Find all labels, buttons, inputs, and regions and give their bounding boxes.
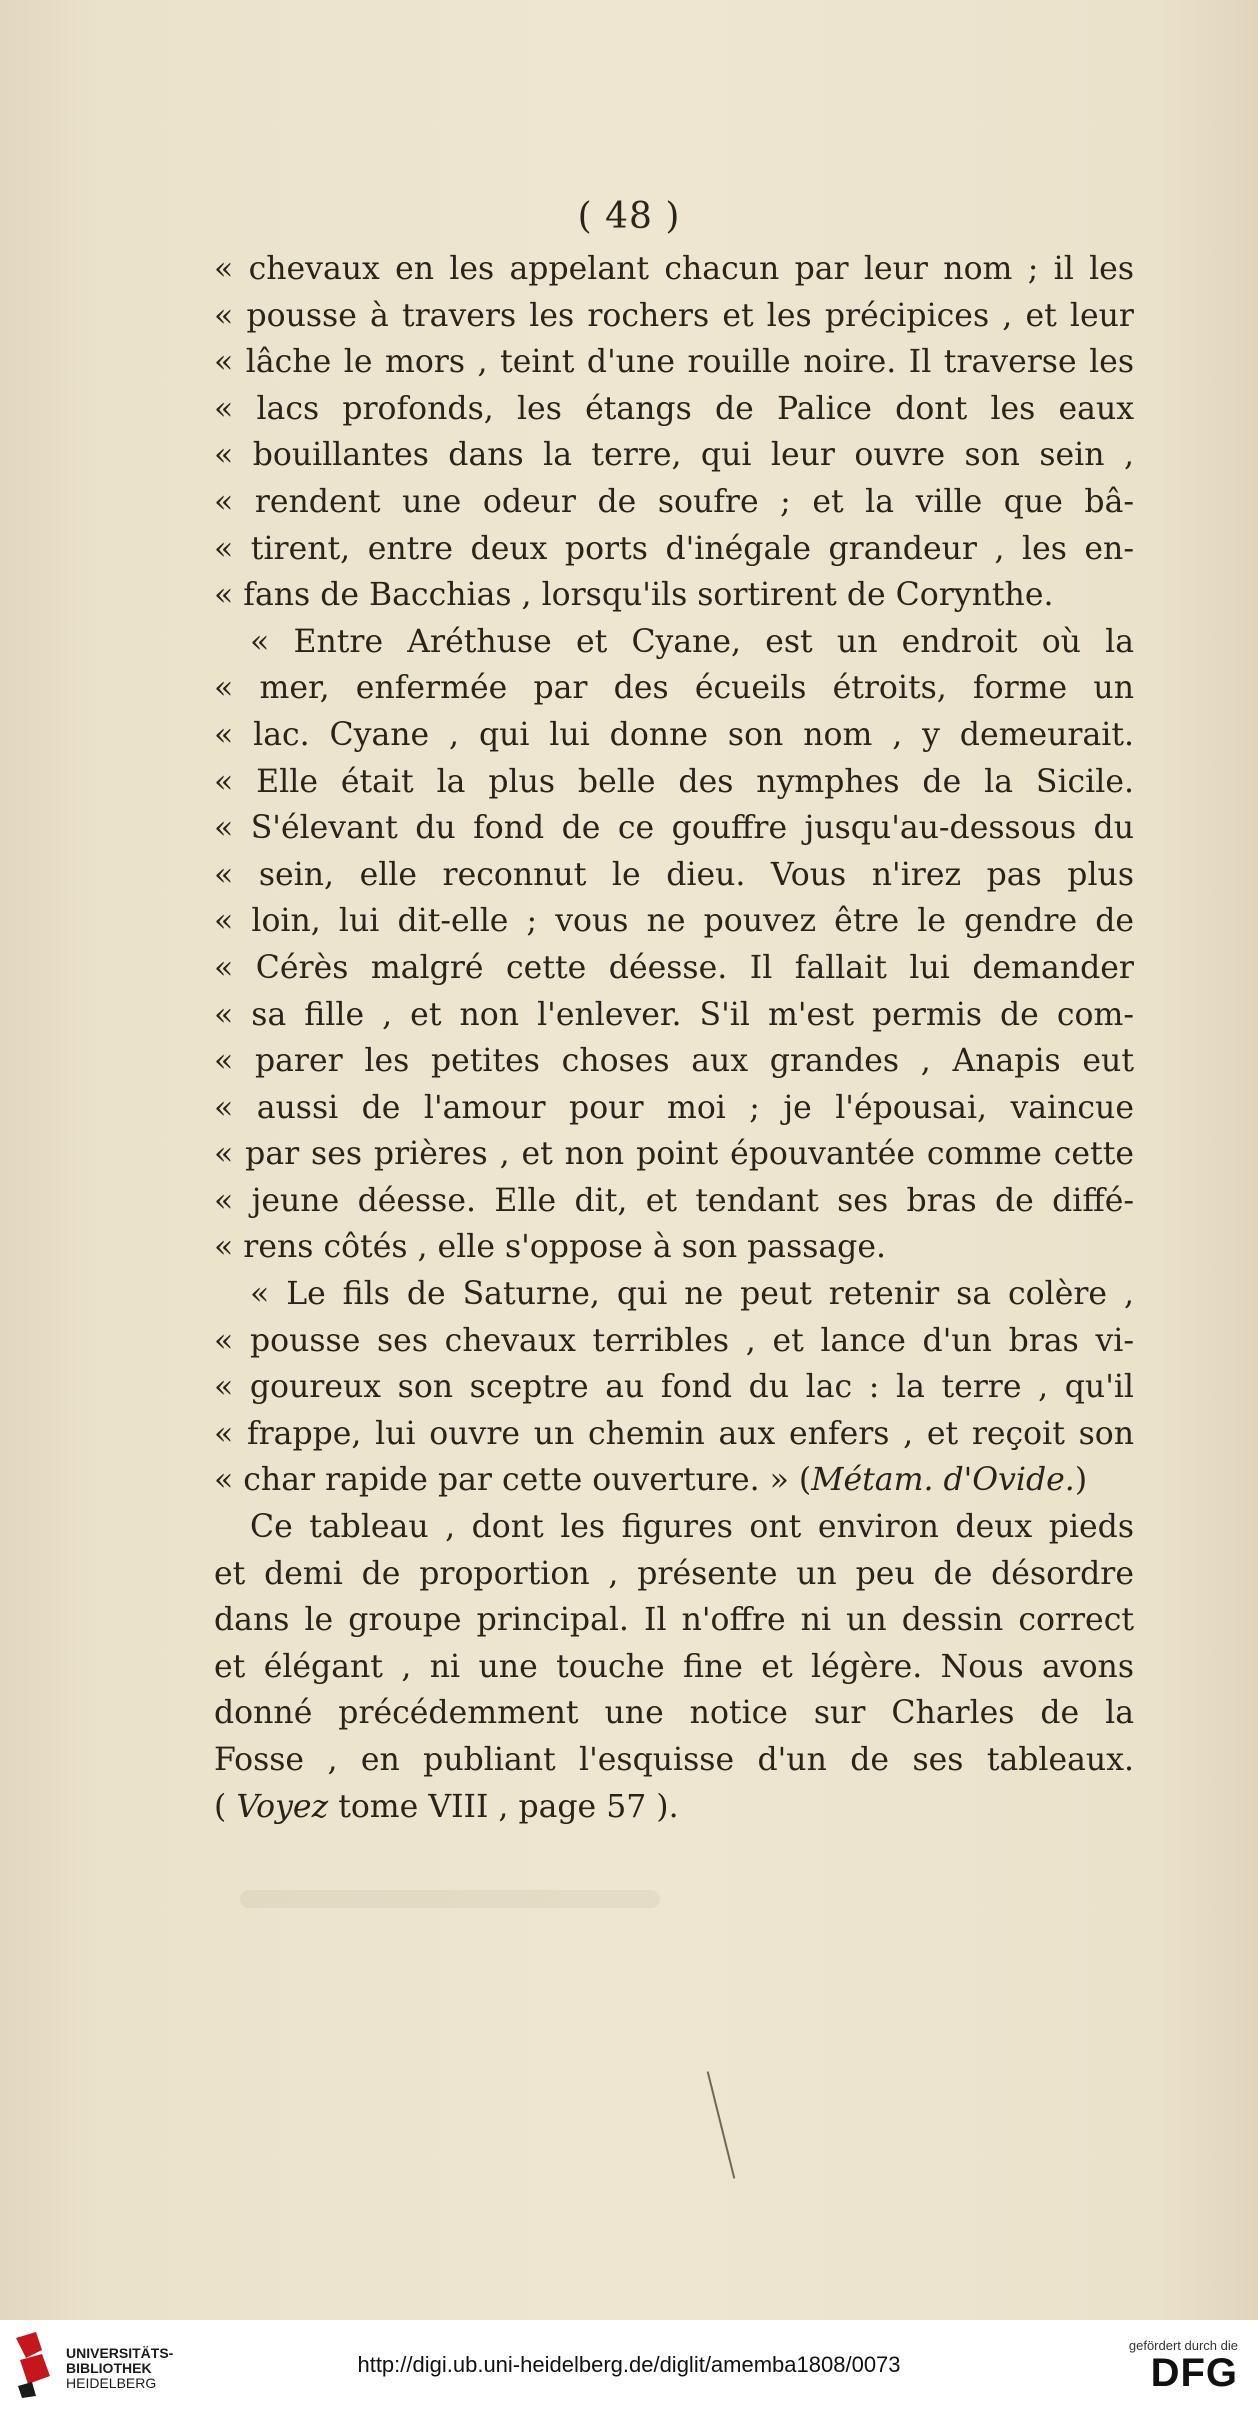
library-name-line1: UNIVERSITÄTS-	[66, 2345, 174, 2361]
text-line: « parer les petites choses aux grandes , Anapis eut	[214, 1043, 1134, 1080]
text-line: « char rapide par cette ouverture. » (	[214, 1462, 812, 1499]
library-name-line2: BIBLIOTHEK	[66, 2360, 152, 2376]
text-line: « Elle était la plus belle des nymphes de la Sicile.	[214, 763, 1134, 800]
text-line: Ce tableau , dont les figures ont environ deux pieds	[250, 1509, 1134, 1546]
body-text	[214, 246, 1134, 1830]
text-line: « jeune déesse. Elle dit, et tendant ses bras de diffé-	[214, 1182, 1134, 1219]
show-through-stain	[240, 1890, 660, 1908]
page-number: ( 48 )	[577, 196, 681, 237]
text-line: « lac. Cyane , qui lui donne son nom , y demeurait.	[214, 716, 1134, 753]
funding-note: gefördert durch die	[1128, 2338, 1238, 2353]
see-word: Voyez	[236, 1788, 329, 1825]
text-line: « bouillantes dans la terre, qui leur ouvre son sein ,	[214, 437, 1134, 474]
text-line-citation	[214, 1457, 1134, 1504]
text-line: « fans de Bacchias , lorsqu'ils sortirent de Corynthe.	[214, 577, 1054, 614]
text-line: « S'élevant du fond de ce gouffre jusqu'au-dessous du	[214, 810, 1134, 847]
text-line: « goureux son sceptre au fond du lac : la terre , qu'il	[214, 1369, 1134, 1406]
text-line: « Entre Aréthuse et Cyane, est un endroit où la	[250, 623, 1134, 660]
text-line: « chevaux en les appelant chacun par leur nom ; il les	[214, 251, 1134, 287]
text-line: dans le groupe principal. Il n'offre ni un dessin correct	[214, 1602, 1134, 1639]
text-line: donné précédemment une notice sur Charles de la	[214, 1695, 1134, 1732]
library-name-line3: HEIDELBERG	[66, 2375, 157, 2391]
text-line: et demi de proportion , présente un peu de désordre	[214, 1555, 1134, 1592]
text-line: « Cérès malgré cette déesse. Il fallait lui demander	[214, 949, 1134, 986]
funding-credit	[1129, 2338, 1238, 2393]
text-line: « sa fille , et non l'enlever. S'il m'est permis de com-	[214, 996, 1134, 1033]
text-line: « lâche le mors , teint d'une rouille noire. Il traverse les	[214, 344, 1134, 381]
text-line: et élégant , ni une touche fine et légère. Nous avons	[214, 1648, 1134, 1685]
text-line: « par ses prières , et non point épouvantée comme cette	[214, 1136, 1134, 1173]
dfg-logo: DFG	[1150, 2351, 1238, 2395]
citation: Métam. d'Ovide.	[811, 1462, 1075, 1499]
footer-bar	[0, 2320, 1258, 2411]
text-line: Fosse , en publiant l'esquisse d'un de ses tableaux.	[214, 1742, 1134, 1778]
digitization-url[interactable]: http://digi.ub.uni-heidelberg.de/diglit/amemba1808/0073	[357, 2352, 901, 2377]
text-line: tome VIII , page 57 ).	[338, 1788, 679, 1825]
text-line: « frappe, lui ouvre un chemin aux enfers , et reçoit son	[214, 1415, 1134, 1452]
text-line: « Le fils de Saturne, qui ne peut retenir sa colère ,	[250, 1276, 1134, 1313]
text-line: « rendent une odeur de soufre ; et la ville que bâ-	[214, 483, 1134, 520]
text-line: « tirent, entre deux ports d'inégale grandeur , les en-	[214, 530, 1134, 567]
text-line: « aussi de l'amour pour moi ; je l'épousai, vaincue	[214, 1089, 1134, 1126]
text-line: « lacs profonds, les étangs de Palice dont les eaux	[214, 390, 1134, 427]
text-line: « pousse à travers les rochers et les précipices , et leur	[214, 297, 1134, 334]
text-line-reference	[214, 1784, 1134, 1831]
open-paren: (	[214, 1788, 227, 1825]
text-line: « rens côtés , elle s'oppose à son passage.	[214, 1229, 887, 1266]
citation-close: )	[1074, 1462, 1088, 1499]
text-line: « sein, elle reconnut le dieu. Vous n'irez pas plus	[214, 856, 1134, 893]
ink-mark	[707, 2071, 736, 2178]
text-line: « pousse ses chevaux terribles , et lance d'un bras vi-	[214, 1322, 1134, 1359]
text-line: « loin, lui dit-elle ; vous ne pouvez être le gendre de	[214, 903, 1134, 940]
text-line: « mer, enfermée par des écueils étroits, forme un	[214, 670, 1134, 707]
